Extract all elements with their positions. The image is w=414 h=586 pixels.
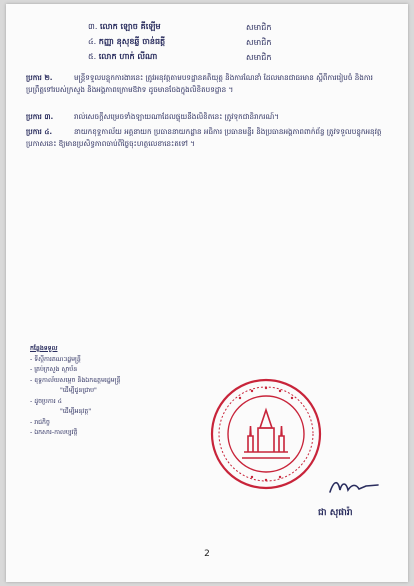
page-number: 2 <box>204 549 210 559</box>
member-row-5 <box>88 52 157 62</box>
member-number: ៤. <box>88 37 97 46</box>
article-label: ប្រការ ៣. <box>26 112 54 121</box>
distribution-item: - គ្រប់ក្រសួង ស្ថាប័ន <box>30 366 78 373</box>
member-number: ៥. <box>88 52 97 61</box>
member-number: ៣. <box>88 22 98 31</box>
member-row-3 <box>88 22 161 32</box>
article-label: ប្រការ ២. <box>26 73 53 82</box>
signature-mark <box>326 476 386 498</box>
article-text: រាល់សេចក្តីសម្រេចទាំងឡាយណាដែលផ្ទុយនឹងលិខិតនេះ ត្រូវទុកជានិរាករណ៍។ <box>74 112 280 121</box>
member-role: សមាជិក <box>246 23 272 32</box>
distribution-heading: កន្លែងទទួល <box>30 345 58 352</box>
distribution-item: - ខុទ្ទកាល័យសម្តេច និងឯកឧត្តមរដ្ឋមន្ត្រី <box>30 376 121 384</box>
distribution-item: - ទីស្តីការគណៈរដ្ឋមន្ត្រី <box>30 355 81 363</box>
distribution-item: "ដើម្បីអនុវត្ត" <box>60 408 92 415</box>
member-role: សមាជិក <box>246 53 272 62</box>
distribution-item: - ដូចប្រការ ៤ <box>30 397 63 405</box>
article-label: ប្រការ ៤. <box>26 127 53 136</box>
member-name: កញ្ញា នុសុខឆ្លី ចាន់ធត្តី <box>98 37 166 46</box>
article-4 <box>26 126 386 150</box>
member-role: សមាជិក <box>246 38 272 47</box>
official-seal-icon <box>206 374 326 494</box>
member-name: លោក ឡោច គីឡើម <box>99 22 161 31</box>
document-page <box>6 4 408 582</box>
article-2 <box>26 72 386 96</box>
distribution-item: - រាជកិច្ច <box>30 418 50 426</box>
distribution-item: "ដើម្បីជូនជ្រាប" <box>60 387 97 394</box>
signatory-name: ជា សុផារ៉ា <box>318 508 353 518</box>
member-name: លោក ហាក់ លីណា <box>98 52 158 61</box>
distribution-item: - ឯកសារ-កាលប្បវត្តិ <box>30 429 78 436</box>
article-text: នាយកខុទ្ទកាល័យ អគ្គនាយក ប្រធាននាយកដ្ឋាន អធិការ ប្រធានមន្ទីរ និងប្រធានអង្គភាពពាក់ព័ន្ធ ត្រូវទទួលបន្ទុកអនុវត្តប្រកាសនេះ ឱ្យមានប្រសិទ្ធភាពចាប់ពីថ្ងៃចុះហត្ថលេខានេះតទៅ ។ <box>26 127 382 148</box>
article-text: មន្ត្រីទទួលបន្ទុកការងារនេះ ត្រូវអនុវត្តតាមបទដ្ឋានគតិយុត្ត និងការណែនាំ ដែលមានជាធរមាន ស្ដីពីការរៀបចំ និងការប្រព្រឹត្តទៅរបស់ក្រសួង និងអង្គភាពក្រោមឱវាទ ដូចមានចែងក្នុងលិខិតបទដ្ឋាន ។ <box>26 73 373 94</box>
member-row-4 <box>88 37 165 47</box>
distribution-list <box>30 344 121 439</box>
article-3 <box>26 111 386 123</box>
